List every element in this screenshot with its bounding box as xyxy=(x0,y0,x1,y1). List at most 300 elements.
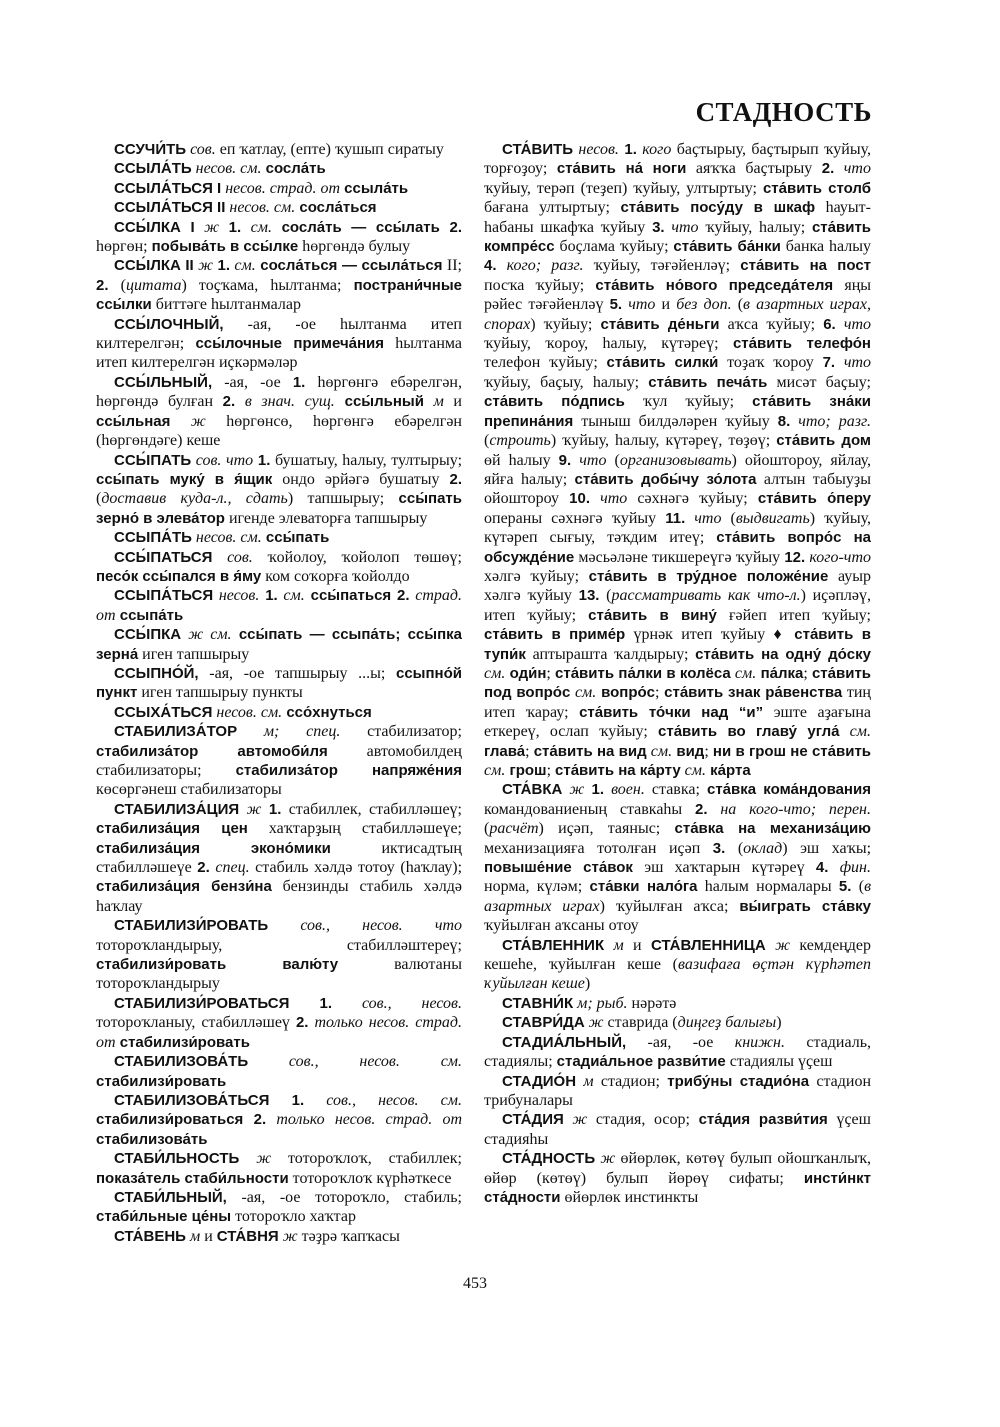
grammar-label: несов. см. xyxy=(191,529,262,547)
bold-phrase: па́лка xyxy=(756,664,804,682)
grammar-label: м xyxy=(185,1227,201,1245)
grammar-label: в азартных играх xyxy=(484,878,871,915)
translation-text: игенде элеваторға тапшырыу xyxy=(224,509,428,527)
headword: СТАБИЛИЗИ́РОВАТЬСЯ xyxy=(114,994,290,1012)
bold-phrase: 1. xyxy=(269,1091,305,1109)
headword: СТАБИ́ЛЬНЫЙ, xyxy=(114,1188,227,1206)
bold-phrase: ста́вить о́перу xyxy=(757,490,871,508)
translation-text: -ая, -ое тотороҡло, стабиль; xyxy=(226,1188,462,1206)
bold-phrase: ста́вить на одну́ до́ску xyxy=(695,645,871,663)
translation-text: ( xyxy=(108,276,126,294)
headword: ССУЧИ́ТЬ xyxy=(114,141,187,158)
headword: СТА́ДИЯ xyxy=(502,1111,564,1129)
translation-text: иген тапшырыу пункты xyxy=(137,684,303,702)
bold-phrase: 13. xyxy=(578,587,600,605)
grammar-label: организовывать xyxy=(619,451,732,469)
headword: СТА́ВИТЬ xyxy=(502,141,574,158)
grammar-label: см. xyxy=(570,684,597,702)
translation-text: ғәйеп итеп ҡуйыу; xyxy=(716,606,871,624)
bold-phrase: песо́к ссы́пался в я́му xyxy=(96,567,262,585)
bold-phrase: ста́вить телефо́н xyxy=(732,335,871,353)
bold-phrase: ста́вить печа́ть xyxy=(648,373,768,391)
bold-phrase: ста́дия разви́тия xyxy=(698,1111,828,1129)
headword: СТАБИЛИЗА́ТОР xyxy=(114,723,238,741)
bold-phrase: ни в грош не ста́вить xyxy=(712,742,871,760)
grammar-label: ж xyxy=(562,781,585,799)
bold-phrase: ста́вить в вину́ xyxy=(588,606,717,624)
bold-phrase: 8. xyxy=(777,412,791,430)
grammar-label: несов. см. xyxy=(212,703,283,721)
dictionary-entry xyxy=(96,315,462,373)
translation-text: ; xyxy=(704,742,713,760)
bold-phrase: сосла́ться xyxy=(295,199,377,217)
grammar-label: см. xyxy=(277,587,305,605)
bold-phrase: 6. xyxy=(823,315,836,333)
bold-phrase: 3. xyxy=(712,839,726,857)
bold-phrase: 3. xyxy=(652,218,665,236)
dictionary-entry xyxy=(96,218,462,257)
bold-phrase: 7. xyxy=(822,354,836,372)
grammar-label: страд. от xyxy=(96,587,462,624)
bold-phrase: ссы́лочные примеча́ния xyxy=(195,335,385,353)
bold-phrase: повыше́ние ста́вок xyxy=(484,859,633,877)
translation-text: ) ҡуйыу, һалыу, күтәреү, төҙөү; xyxy=(550,432,777,450)
headword: СТА́ДНОСТЬ xyxy=(502,1150,596,1168)
bold-phrase: ссы́пать зерно́ в элева́тор xyxy=(96,490,462,527)
translation-text: һалым нормалары xyxy=(697,878,839,896)
bold-phrase: ссы́пать — ссыпа́ть; ссы́пка зерна́ xyxy=(96,626,462,663)
headword: ССЫХА́ТЬСЯ xyxy=(114,703,213,721)
translation-text: ; xyxy=(546,664,556,682)
grammar-label: на кого-что; перен. xyxy=(707,800,871,818)
grammar-label: ж xyxy=(239,800,262,818)
bold-phrase: 2. xyxy=(449,470,462,488)
bold-phrase: стабилизи́ровать xyxy=(96,1072,227,1090)
translation-text: боҫлама ҡуйыу; xyxy=(554,238,674,256)
dictionary-entry xyxy=(484,140,871,780)
bold-phrase: вы́играть ста́вку xyxy=(739,897,871,915)
dictionary-entry xyxy=(484,1110,871,1149)
translation-text: ставка; xyxy=(644,781,707,799)
grammar-label: ж xyxy=(193,257,213,275)
translation-text: ; xyxy=(655,684,665,702)
grammar-label: сов., несов. см. xyxy=(248,1053,462,1071)
translation-text: ҡойолоу, ҡойолоп төшөү; xyxy=(252,548,462,566)
translation-text: ҡуйылған аҡсаны отоу xyxy=(484,917,639,935)
dictionary-entry xyxy=(484,936,871,994)
grammar-label: несов. страд. от xyxy=(221,179,341,197)
translation-text: өйөрлөк, көтөү булып ойошҡанлыҡ, өйөр (көтөү) булып йөрөү сифаты; xyxy=(484,1150,871,1187)
translation-text: -ая, -ое xyxy=(626,1033,735,1051)
bold-phrase: ста́вить дом xyxy=(776,432,871,450)
bold-phrase: ссыпно́й пункт xyxy=(96,664,462,702)
headword: СТАВНИ́К xyxy=(502,994,574,1012)
dictionary-entry xyxy=(96,664,462,703)
translation-text: ҡуйыу, тәғәйенләү; xyxy=(583,257,741,275)
translation-text: бензинды стабиль хәлдә һаҡлау xyxy=(96,878,462,915)
translation-text: -ая, -ое тапшырыу ...ы; xyxy=(198,664,396,682)
bold-phrase: побыва́ть в ссы́лке xyxy=(151,238,299,256)
grammar-label: см. xyxy=(230,257,256,275)
grammar-label: фин. xyxy=(828,859,871,877)
translation-text: посҡа ҡуйыу; xyxy=(484,276,596,294)
grammar-label: выдвигать xyxy=(735,509,810,527)
headword: ССЫЛА́ТЬСЯ I xyxy=(114,179,222,197)
translation-text: аптырашта ҡалдырыу; xyxy=(525,645,696,663)
translation-text: һөргөндә булыу xyxy=(298,238,411,256)
translation-text: телефон ҡуйыу; xyxy=(484,354,607,372)
translation-text: ) ҡуйыу; xyxy=(530,315,601,333)
translation-text: мисәт баҫыу; xyxy=(767,373,871,391)
grammar-label: см. xyxy=(241,218,272,236)
translation-text: ҡуйыу, һалыу; xyxy=(698,218,812,236)
headword: СТА́ВЛЕННИК xyxy=(502,936,605,954)
grammar-label: в знач. сущ. xyxy=(235,393,335,411)
translation-text: II; xyxy=(442,257,462,275)
bold-phrase: ста́вить на́ ноги xyxy=(556,160,687,178)
grammar-label: м; рыб. xyxy=(573,994,628,1012)
bold-phrase: вопро́с xyxy=(596,684,656,702)
grammar-label: несов. см. xyxy=(225,199,296,217)
headword: ССЫ́ПКА xyxy=(114,626,182,644)
dictionary-entry xyxy=(96,198,462,217)
grammar-label: см. xyxy=(646,742,673,760)
bold-phrase: 1. xyxy=(289,994,333,1012)
headword: СТА́ВЛЕННИЦА xyxy=(650,936,766,954)
translation-text: стадия, осор; xyxy=(587,1111,699,1129)
translation-text: стадион; xyxy=(593,1072,668,1090)
headword: ССЫ́ЛКА II xyxy=(114,257,194,275)
bold-phrase: ста́вить то́чки над “и” xyxy=(579,703,764,721)
bold-phrase: стабилизова́ть xyxy=(96,1130,208,1148)
translation-text: һөргөнсө, һөргөнгә ебәрелгән (һөргөндәге) кеше xyxy=(96,412,462,450)
grammar-label: сов. xyxy=(186,141,216,158)
bold-phrase: ссы́паться 2. xyxy=(304,587,410,605)
grammar-label: диңгеҙ балығы xyxy=(677,1014,777,1032)
translation-text: еп ҡатлау, (епте) ҡушып сиратыу xyxy=(215,141,444,158)
dictionary-entry xyxy=(96,451,462,529)
bold-phrase: ста́вка на механиза́цию xyxy=(674,820,871,838)
grammar-label: ж xyxy=(765,936,790,954)
grammar-label: сов. xyxy=(212,548,253,566)
translation-text: һөргөн; xyxy=(96,238,152,256)
translation-text: ҡуйыу, терәп (теҙеп) ҡуйыу, ултыртыу; xyxy=(484,179,763,197)
bold-phrase: ка́рта xyxy=(705,762,751,779)
translation-text: көсөргәнеш стабилизаторы xyxy=(96,781,282,799)
grammar-label: ж xyxy=(278,1227,298,1245)
bold-phrase: ста́вить де́ньги xyxy=(600,315,720,333)
bold-phrase: ссы́пать муку́ в я́щик xyxy=(96,470,273,488)
translation-text: стабилизатор; xyxy=(340,723,462,741)
bold-phrase: стабилиза́ция эконо́мики xyxy=(96,839,331,857)
grammar-label: ж xyxy=(170,412,206,430)
translation-text: эш хаҡтарын күтәреү xyxy=(632,859,816,877)
bold-phrase: вид xyxy=(672,742,705,760)
dictionary-entry xyxy=(484,1033,871,1072)
translation-text: ( xyxy=(725,839,744,857)
dictionary-entry xyxy=(96,994,462,1052)
grammar-label: см. xyxy=(730,664,757,682)
grammar-label: оклад xyxy=(743,839,783,857)
dictionary-entry xyxy=(96,586,462,625)
translation-text: стабиллек, стабилләшеү; xyxy=(281,800,462,818)
dictionary-entry xyxy=(96,1227,462,1246)
translation-text: алтын табыуҙы ойоштороу xyxy=(484,470,871,508)
bold-phrase: 2. xyxy=(694,800,708,818)
bold-phrase: ссыла́ть xyxy=(340,179,409,197)
translation-text: стадиаль, стадиялы; xyxy=(484,1033,871,1071)
translation-text: тотороҡло хаҡтар xyxy=(231,1208,356,1226)
headword: ССЫ́ПАТЬСЯ xyxy=(114,548,213,566)
bold-phrase: 5. xyxy=(838,878,852,896)
translation-text: ставрида ( xyxy=(603,1014,678,1032)
translation-text: ( xyxy=(96,490,102,508)
translation-text: биттәге һылтанмалар xyxy=(151,296,301,314)
bold-phrase: сосла́ть — ссы́лать 2. xyxy=(271,218,462,236)
translation-text: тәҙрә ҡапҡасы xyxy=(297,1227,400,1245)
dictionary-entry xyxy=(96,1052,462,1091)
bold-phrase: ста́вить компре́сс xyxy=(484,218,871,256)
headword: СТАБИЛИЗА́ЦИЯ xyxy=(114,800,240,818)
headword: ССЫПА́ТЬСЯ xyxy=(114,587,214,605)
translation-text: иктисадтың стабилләшеүе xyxy=(96,839,462,877)
grammar-label: несов. см. xyxy=(191,160,262,178)
dictionary-entry xyxy=(96,179,462,198)
headword: СТАБИЛИЗОВА́ТЬСЯ xyxy=(114,1091,270,1109)
bold-phrase: ста́вить ба́нки xyxy=(673,238,781,256)
grammar-label: что xyxy=(571,451,607,469)
translation-text: ҡуйыу, баҫыу, һалыу; xyxy=(484,373,649,391)
headword: ССЫ́ЛЬНЫЙ, xyxy=(114,373,213,391)
grammar-label: кого; разг. xyxy=(496,257,584,275)
headword: СТАБИЛИЗИ́РОВАТЬ xyxy=(114,917,269,935)
translation-text: ҡуйыу, ҡороу, һалыу, күтәреү; xyxy=(484,335,733,353)
translation-text: и xyxy=(623,936,651,954)
right-column xyxy=(484,140,871,1272)
dictionary-entry xyxy=(484,1072,871,1111)
grammar-label: только несов. страд. от xyxy=(266,1111,462,1129)
grammar-label: см. xyxy=(484,664,506,682)
bold-phrase: 4. xyxy=(484,257,497,275)
bold-phrase: стабилиза́тор автомоби́ля xyxy=(96,742,328,760)
translation-text: ; xyxy=(525,742,534,760)
dictionary-entry xyxy=(96,800,462,916)
translation-text: аҡса ҡуйыу; xyxy=(719,315,824,333)
dictionary-entry xyxy=(96,548,462,587)
translation-text: стабиль хәлдә тотоу (һаҡлау); xyxy=(249,859,462,877)
translation-text: ( xyxy=(599,587,612,605)
translation-text: ком соҡорға ҡойолдо xyxy=(261,567,410,585)
headword: СТАБИЛИЗОВА́ТЬ xyxy=(114,1053,249,1071)
bold-phrase: ста́вить но́вого председа́теля xyxy=(595,276,834,294)
grammar-label: сов. что xyxy=(191,451,254,469)
translation-text: стадион трибуналары xyxy=(484,1072,871,1109)
translation-text: тыныш билдәләрен ҡуйыу xyxy=(573,412,778,430)
dictionary-entry xyxy=(96,373,462,451)
translation-text: ) тапшырыу; xyxy=(287,490,399,508)
dictionary-entry xyxy=(484,1149,871,1207)
dictionary-entry xyxy=(96,1188,462,1227)
translation-text: ) эш хаҡы; xyxy=(782,839,871,857)
grammar-label: сов., несов. xyxy=(332,994,462,1012)
translation-text: тиң итеп ҡарау; xyxy=(484,684,871,721)
translation-text: стадиялы үҫеш xyxy=(725,1053,833,1071)
translation-text: һауыт-һабаны шкафҡа ҡуйыу xyxy=(484,199,871,236)
translation-text: үрнәк итеп ҡуйыу ♦ xyxy=(625,626,795,644)
translation-text: ; xyxy=(546,762,556,779)
grammar-label: что xyxy=(590,490,628,508)
bold-phrase: стабилизи́ровать валю́ту xyxy=(96,956,339,974)
bold-phrase: ста́вить под вопро́с xyxy=(484,664,871,702)
dictionary-entry xyxy=(96,1091,462,1149)
page-number: 453 xyxy=(463,1275,487,1292)
translation-text: баҫтырыу, баҫтырып ҡуйыу, торғоҙоу; xyxy=(484,141,871,178)
dictionary-entry xyxy=(96,916,462,994)
bold-phrase: ссо́хнуться xyxy=(282,703,372,721)
translation-text: ( xyxy=(484,432,490,450)
headword: СТАДИО́Н xyxy=(502,1072,577,1090)
grammar-label: см. xyxy=(680,762,706,779)
bold-phrase: ста́вки нало́га xyxy=(589,878,698,896)
bold-phrase: ста́вить вопро́с на обсужде́ние xyxy=(484,529,871,566)
grammar-label: кого xyxy=(636,141,672,158)
translation-text: операны сәхнәгә ҡуйыу xyxy=(484,509,666,527)
bold-phrase: 1. xyxy=(253,451,271,469)
dictionary-entry xyxy=(96,703,462,722)
bold-phrase: ссы́льная xyxy=(96,412,171,430)
grammar-label: что xyxy=(835,315,871,333)
bold-phrase: 2. xyxy=(197,859,210,877)
translation-text: ) тоҫҡама, һылтанма; xyxy=(181,276,354,294)
grammar-label: ж см. xyxy=(181,626,232,644)
translation-text: ( xyxy=(851,878,865,896)
dictionary-entry xyxy=(96,625,462,664)
bold-phrase: глава́ xyxy=(484,742,526,760)
bold-phrase: ста́вить знак ра́венства xyxy=(664,684,843,702)
bold-phrase: показа́тель стаби́льности xyxy=(96,1169,289,1187)
translation-text: ( xyxy=(731,296,744,314)
bold-phrase: 1. xyxy=(212,257,231,275)
bold-phrase: ссыпа́ть xyxy=(115,606,184,624)
grammar-label: ж xyxy=(584,1014,604,1032)
bold-phrase: сосла́ться — ссыла́ться xyxy=(255,257,443,275)
grammar-label: сов., несов. что xyxy=(268,917,462,935)
bold-phrase: инсти́нкт ста́дности xyxy=(484,1169,871,1206)
bold-phrase: стаби́льные це́ны xyxy=(96,1208,232,1226)
bold-phrase: 4. xyxy=(815,859,829,877)
translation-text: -ая, -ое xyxy=(212,373,293,391)
bold-phrase: стабилиза́ция цен xyxy=(96,820,248,838)
translation-text: ) ойоштороу, яйлау, яйға һалыу; xyxy=(484,451,871,488)
translation-text: ) иҫәпләү, итеп ҡуйыу; xyxy=(484,587,871,624)
bold-phrase: 1. xyxy=(219,218,242,236)
grammar-label: см. xyxy=(839,723,871,741)
translation-text: командованиеның ставкаһы xyxy=(484,800,695,818)
translation-text: механизацияға тотолған иҫәп xyxy=(484,839,713,857)
bold-phrase: ста́вить силки́ xyxy=(606,354,719,372)
bold-phrase: грош xyxy=(505,762,547,779)
translation-text: өй һалыу xyxy=(484,451,559,469)
dictionary-entry xyxy=(96,140,462,159)
translation-text: валютаны тотороҡландырыу xyxy=(96,956,462,993)
bold-phrase: ста́вить по́дпись xyxy=(484,393,625,411)
translation-text: ) ҡуйыу, күтәреп сығыу, тәҡдим итеү; xyxy=(484,509,871,547)
headword: ССЫ́ЛКА I xyxy=(114,218,195,236)
translation-text: үҫеш стадияһы xyxy=(484,1111,871,1148)
left-column xyxy=(96,140,462,1272)
bold-phrase: ста́вить зна́ки препина́ния xyxy=(484,393,871,430)
dictionary-entry xyxy=(484,780,871,935)
bold-phrase: ста́вка кома́ндования xyxy=(706,781,871,799)
translation-text: тотороҡландырыу, стабилләштереү; xyxy=(96,936,462,954)
bold-phrase: трибу́ны стадио́на xyxy=(667,1072,810,1090)
bold-phrase: ста́вить на пост xyxy=(740,257,871,275)
headword: ССЫ́ЛОЧНЫЙ, xyxy=(114,315,224,333)
bold-phrase: пострани́чные ссы́лки xyxy=(96,276,462,314)
translation-text: хәлгә ҡуйыу; xyxy=(484,567,589,585)
bold-phrase: 2. xyxy=(96,276,109,294)
dictionary-entry xyxy=(96,528,462,547)
translation-text: ауыр хәлгә ҡуйыу xyxy=(484,567,871,605)
headword: СТА́ВНЯ xyxy=(216,1227,279,1245)
translation-text: ондо әрйәгә бушатыу xyxy=(272,470,450,488)
headword: ССЫ́ПАТЬ xyxy=(114,451,192,469)
grammar-label: вазифаға өҫтән күрһәтеп ҡуйылған кеше xyxy=(484,956,871,993)
bold-phrase: стабилизи́ровать xyxy=(115,1033,250,1051)
bold-phrase: стабилиза́тор напряже́ния xyxy=(235,762,462,779)
bold-phrase: ста́вить столб xyxy=(762,179,871,197)
bold-phrase: 10. xyxy=(569,490,591,508)
headword: СТАБИ́ЛЬНОСТЬ xyxy=(114,1150,240,1168)
dictionary-entry xyxy=(96,722,462,800)
bold-phrase: 1. xyxy=(584,781,605,799)
grammar-label: без доп. xyxy=(676,296,732,314)
translation-text: мәсьәләне тикшереүгә ҡуйыу xyxy=(574,548,785,566)
translation-text: ) xyxy=(776,1014,782,1032)
translation-text: банка һалыу xyxy=(780,238,871,256)
translation-text: ( xyxy=(721,509,736,527)
translation-text: өйөрлөк инстинкты xyxy=(560,1188,699,1206)
translation-text: ( xyxy=(606,451,620,469)
grammar-label: ж xyxy=(563,1111,588,1129)
grammar-label: см. xyxy=(484,762,506,779)
bold-phrase: 5. xyxy=(609,296,623,314)
translation-text: и xyxy=(655,296,677,314)
dictionary-entry xyxy=(96,1149,462,1188)
translation-text: ) иҫәп, таяныс; xyxy=(538,820,675,838)
dictionary-entry xyxy=(96,159,462,178)
bold-phrase: стабилиза́ция бензи́на xyxy=(96,878,272,896)
grammar-label: несов. xyxy=(573,141,619,158)
translation-text: бушатыу, һалыу, тултырыу; xyxy=(270,451,462,469)
bold-phrase: ста́вить па́лки в колёса xyxy=(555,664,731,682)
grammar-label: спец. xyxy=(209,859,250,877)
bold-phrase: 11. xyxy=(665,509,686,527)
bold-phrase: ссы́льный xyxy=(334,393,424,411)
bold-phrase: 12. xyxy=(784,548,806,566)
translation-text: и xyxy=(443,393,462,411)
bold-phrase: сосла́ть xyxy=(261,160,326,178)
grammar-label: только несов. страд. от xyxy=(96,1014,462,1051)
grammar-label: в азартных играх, спорах xyxy=(484,296,871,333)
translation-text: ) xyxy=(584,975,591,993)
grammar-label: что; разг. xyxy=(790,412,871,430)
translation-text: һылтанма итеп килтерелгән иҫкәрмәләр xyxy=(96,335,462,372)
grammar-label: м; спец. xyxy=(237,723,341,741)
translation-text: ; xyxy=(803,664,812,682)
grammar-label: м xyxy=(604,936,624,954)
grammar-label: ж xyxy=(595,1150,616,1168)
